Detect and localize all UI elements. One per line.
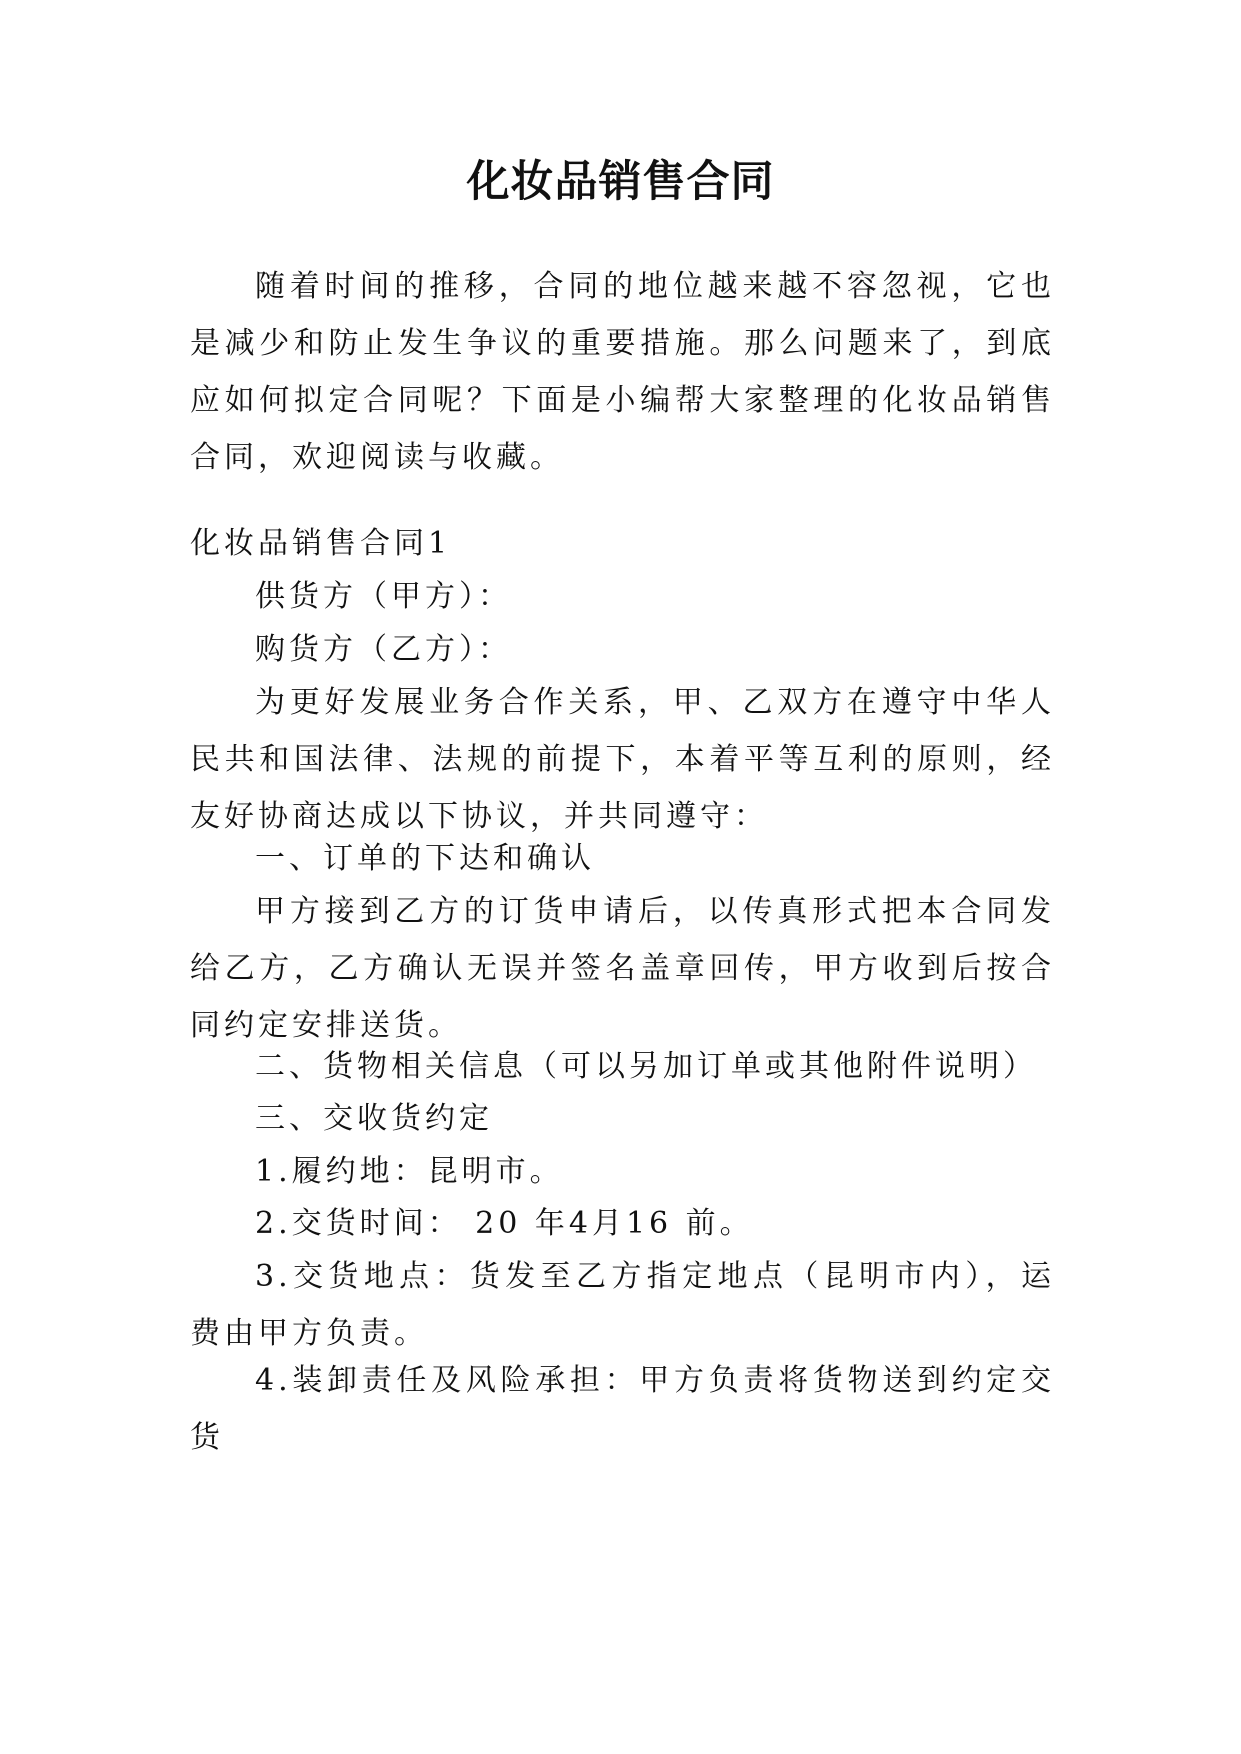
section-2-title: 二、货物相关信息（可以另加订单或其他附件说明） (255, 1049, 1037, 1084)
document-title: 化妆品销售合同 (466, 157, 775, 207)
intro-paragraph: 随着时间的推移，合同的地位越来越不容忽视，它也是减少和防止发生争议的重要措施。那么问题来了，到底应如何拟定合同呢？下面是小编帮大家整理的化妆品销售合同，欢迎阅读与收藏。 (190, 269, 1055, 475)
clause-3: 3.交货地点：货发至乙方指定地点（昆明市内），运费由甲方负责。 (190, 1259, 1055, 1351)
section-3-title: 三、交收货约定 (255, 1101, 493, 1136)
clause-4: 4.装卸责任及风险承担：甲方负责将货物送到约定交货 (190, 1363, 1055, 1455)
clause-2: 2.交货时间： 20 年4月16 前。 (255, 1206, 754, 1241)
supplier-line: 供货方（甲方）： (255, 579, 512, 614)
section-1-title: 一、订单的下达和确认 (255, 841, 595, 876)
clause-1: 1.履约地：昆明市。 (255, 1154, 564, 1189)
section-1-body: 甲方接到乙方的订货申请后，以传真形式把本合同发给乙方，乙方确认无误并签名盖章回传，甲方收到后按合同约定安排送货。 (190, 894, 1055, 1043)
contract-heading: 化妆品销售合同1 (190, 526, 452, 561)
preamble-paragraph: 为更好发展业务合作关系，甲、乙双方在遵守中华人民共和国法律、法规的前提下，本着平等互利的原则，经友好协商达成以下协议，并共同遵守： (190, 685, 1055, 834)
buyer-line: 购货方（乙方）： (255, 632, 512, 667)
